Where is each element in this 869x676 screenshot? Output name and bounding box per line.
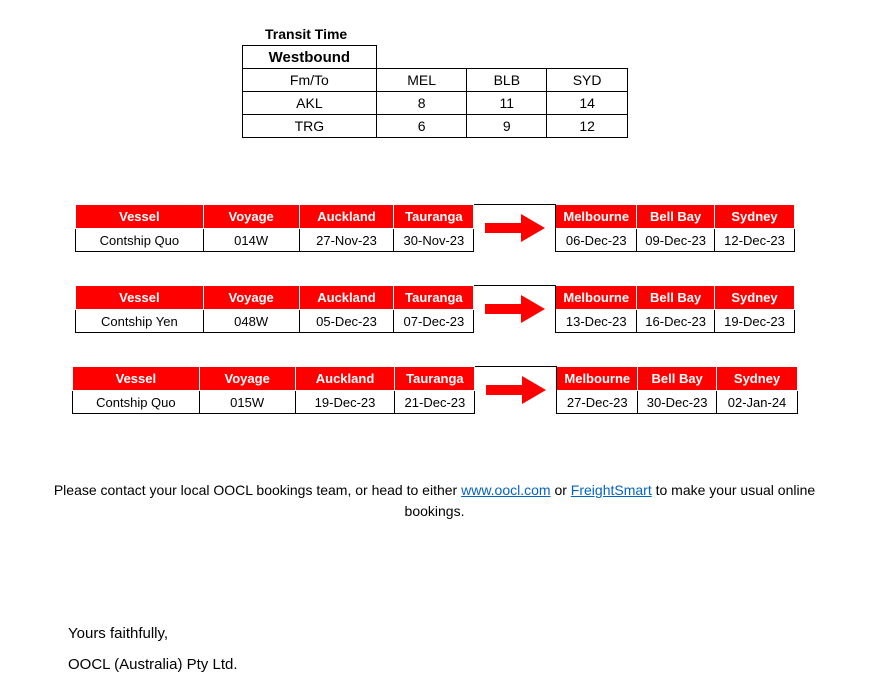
right-arrow-icon <box>486 376 546 404</box>
transit-cell: TRG <box>243 115 377 138</box>
schedule-row <box>76 229 795 252</box>
vessel-cell: Contship Quo <box>73 391 200 414</box>
melbourne-date: 13-Dec-23 <box>556 310 637 333</box>
header-vessel: Vessel <box>76 286 204 310</box>
header-voyage: Voyage <box>203 286 299 310</box>
schedule-table-3 <box>72 366 798 414</box>
header-tauranga: Tauranga <box>394 286 474 310</box>
header-voyage: Voyage <box>203 205 299 229</box>
transit-cell: 12 <box>547 115 628 138</box>
header-tauranga: Tauranga <box>395 367 475 391</box>
header-bell-bay: Bell Bay <box>638 367 717 391</box>
contact-text: or <box>550 482 571 498</box>
header-vessel: Vessel <box>76 205 204 229</box>
right-arrow-icon <box>485 214 545 242</box>
header-auckland: Auckland <box>295 367 395 391</box>
schedule-table-2 <box>75 285 795 333</box>
header-tauranga: Tauranga <box>394 205 474 229</box>
contact-text: to make your usual online bookings. <box>404 482 816 519</box>
contact-paragraph <box>40 480 829 522</box>
transit-header-cell: BLB <box>467 69 547 92</box>
auckland-date: 05-Dec-23 <box>299 310 394 333</box>
right-arrow-icon <box>485 295 545 323</box>
freightsmart-link[interactable]: FreightSmart <box>570 482 652 498</box>
tauranga-date: 07-Dec-23 <box>394 310 474 333</box>
header-melbourne: Melbourne <box>556 205 637 229</box>
vessel-cell: Contship Quo <box>76 229 204 252</box>
transit-cell: 6 <box>376 115 467 138</box>
melbourne-date: 06-Dec-23 <box>556 229 637 252</box>
bell-bay-date: 09-Dec-23 <box>637 229 715 252</box>
transit-header-cell: Fm/To <box>243 69 377 92</box>
header-voyage: Voyage <box>199 367 295 391</box>
transit-cell: 14 <box>547 92 628 115</box>
closing-line: Yours faithfully, <box>68 625 169 642</box>
tauranga-date: 21-Dec-23 <box>395 391 475 414</box>
auckland-date: 19-Dec-23 <box>295 391 395 414</box>
schedule-table-1 <box>75 204 795 252</box>
header-bell-bay: Bell Bay <box>637 205 715 229</box>
transit-time-table <box>242 45 628 138</box>
direction-label: Westbound <box>243 46 377 69</box>
arrow-cell <box>474 205 556 252</box>
header-sydney: Sydney <box>715 205 795 229</box>
sydney-date: 19-Dec-23 <box>715 310 795 333</box>
transit-cell: 9 <box>467 115 547 138</box>
schedule-row <box>73 391 798 414</box>
header-melbourne: Melbourne <box>557 367 638 391</box>
transit-header-cell: MEL <box>376 69 467 92</box>
transit-cell: 11 <box>467 92 547 115</box>
bell-bay-date: 16-Dec-23 <box>637 310 715 333</box>
voyage-cell: 014W <box>203 229 299 252</box>
transit-time-title: Transit Time <box>265 26 348 42</box>
transit-cell: AKL <box>243 92 377 115</box>
header-sydney: Sydney <box>717 367 798 391</box>
header-bell-bay: Bell Bay <box>637 286 715 310</box>
transit-cell: 8 <box>376 92 467 115</box>
arrow-cell <box>475 367 557 414</box>
header-vessel: Vessel <box>73 367 200 391</box>
header-sydney: Sydney <box>715 286 795 310</box>
voyage-cell: 015W <box>199 391 295 414</box>
sydney-date: 02-Jan-24 <box>717 391 798 414</box>
transit-header-cell: SYD <box>547 69 628 92</box>
schedule-row <box>76 310 795 333</box>
melbourne-date: 27-Dec-23 <box>557 391 638 414</box>
contact-text: Please contact your local OOCL bookings team, or head to either <box>53 482 462 498</box>
auckland-date: 27-Nov-23 <box>299 229 394 252</box>
vessel-cell: Contship Yen <box>76 310 204 333</box>
company-name: OOCL (Australia) Pty Ltd. <box>68 656 238 673</box>
arrow-cell <box>474 286 556 333</box>
tauranga-date: 30-Nov-23 <box>394 229 474 252</box>
header-melbourne: Melbourne <box>556 286 637 310</box>
oocl-website-link[interactable]: www.oocl.com <box>461 482 551 498</box>
header-auckland: Auckland <box>299 205 394 229</box>
transit-row <box>243 115 628 138</box>
header-auckland: Auckland <box>299 286 394 310</box>
voyage-cell: 048W <box>203 310 299 333</box>
transit-row <box>243 92 628 115</box>
bell-bay-date: 30-Dec-23 <box>638 391 717 414</box>
sydney-date: 12-Dec-23 <box>715 229 795 252</box>
